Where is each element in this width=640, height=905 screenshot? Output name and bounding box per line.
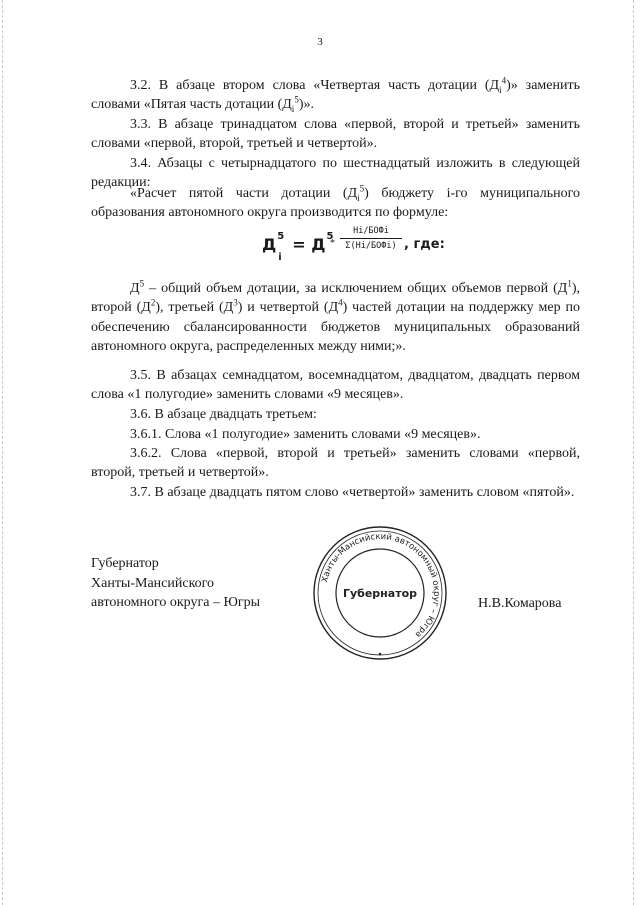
signature-region-2: автономного округа – Югры bbox=[91, 595, 260, 610]
paragraph-3-6-2: 3.6.2. Слова «первой, второй и третьей» заменить словами «первой, второй, третьей и четвертой». bbox=[91, 446, 580, 481]
official-seal bbox=[311, 524, 449, 662]
paragraph-3-2: 3.2. В абзаце втором слова «Четвертая часть дотации $(Д_i^4)$» заменить словами «Пятая часть дотации $(Д_i^5)$». bbox=[91, 75, 580, 115]
formula-denominator: Σ(Hi/БОФi) bbox=[345, 241, 397, 251]
governor-name: Н.В.Комарова bbox=[478, 596, 562, 611]
formula-tail: , где: bbox=[404, 237, 445, 252]
formula-lhs: $Д^5_i = Д^5$ bbox=[262, 230, 334, 264]
scan-edge-right bbox=[633, 0, 636, 905]
formula-numerator: Hi/БОФi bbox=[340, 226, 402, 239]
page-number: 3 bbox=[317, 36, 323, 48]
paragraph-formula-intro: «Расчет пятой части дотации $(Д_i^5)$ бюджету i-го муниципального образования автономного округа производится по формуле: bbox=[91, 183, 581, 221]
seal-center-text: Губернатор bbox=[342, 587, 418, 600]
scan-edge-left bbox=[2, 0, 5, 905]
formula-fraction bbox=[340, 226, 402, 251]
paragraph-3-6-1: 3.6.1. Слова «1 полугодие» заменить словами «9 месяцев». bbox=[130, 427, 481, 442]
paragraph-3-7: 3.7. В абзаце двадцать пятом слово «четвертой» заменить словом «пятой». bbox=[130, 485, 575, 500]
paragraph-3-6: 3.6. В абзаце двадцать третьем: bbox=[130, 407, 317, 422]
paragraph-3-3: 3.3. В абзаце тринадцатом слова «первой, второй и третьей» заменить словами «первой, второй, третьей и четвертой». bbox=[91, 117, 580, 152]
seal-ring-text: Ханты-Мансийский автономный округ – Югра bbox=[320, 531, 442, 640]
signature-block bbox=[91, 554, 260, 613]
paragraph-3-5: 3.5. В абзацах семнадцатом, восемнадцатом, двадцатом, двадцать первом слова «1 полугодие» заменить словами «9 месяцев». bbox=[91, 368, 580, 403]
paragraph-d5-definition: $Д^5$ – общий объем дотации, за исключением общих объемов первой $(Д^1)$, второй $(Д^2)$, третьей $(Д^3)$ и четвертой $(Д^4)$ частей дотации на поддержку мер по обеспечению сбалансированности бюджетов муниципальных образований автономного округа, распределенных между ними;». bbox=[91, 278, 580, 355]
signature-region: Ханты-Мансийского bbox=[91, 575, 215, 591]
dotation-formula bbox=[262, 226, 492, 266]
paragraph-3-4: 3.4. Абзацы с четырнадцатого по шестнадцатый изложить в следующей редакции: bbox=[91, 156, 580, 191]
formula-star: * bbox=[330, 238, 335, 249]
signature-title: Губернатор bbox=[91, 556, 159, 571]
